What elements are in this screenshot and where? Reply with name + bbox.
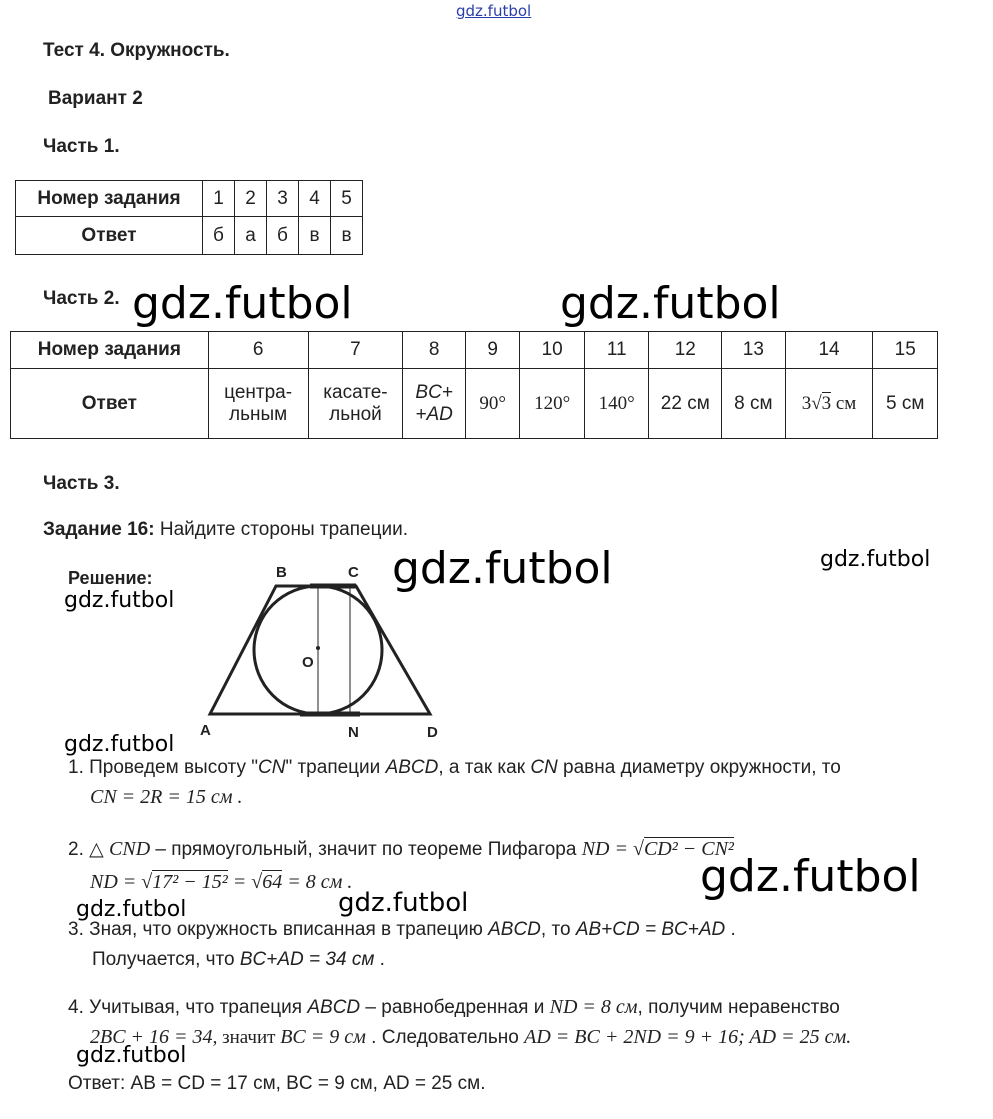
part1-table: [15, 180, 363, 255]
part2-number: 6: [208, 332, 308, 369]
step-var: ND =: [581, 838, 633, 860]
step-var: ND = 8 см: [549, 996, 638, 1018]
step-1: [68, 757, 841, 779]
watermark-large: gdz.futbol: [700, 851, 921, 902]
part1-number: 4: [299, 181, 331, 217]
step-text: равна диаметру окружности, то: [557, 757, 841, 778]
step-2-formula: ND = √17² − 15² = √64 = 8 см .: [90, 871, 353, 893]
part1-number: 3: [267, 181, 299, 217]
part2-answer: 140°: [584, 369, 649, 439]
formula: 2BC + 16 = 34: [90, 1026, 213, 1048]
part2-answer: 22 см: [649, 369, 722, 439]
answer-line: льной: [329, 403, 382, 425]
label-n: N: [348, 724, 359, 741]
part2-answer: [403, 369, 466, 439]
watermark-small: gdz.futbol: [64, 732, 175, 757]
answer-unit: см: [835, 392, 857, 414]
part1-number: 1: [203, 181, 235, 217]
answer-line: центра-: [224, 381, 293, 403]
part1-row-header: Номер задания: [16, 181, 203, 217]
radicand: CD² − CN²: [643, 838, 734, 860]
step-text: .: [374, 949, 385, 970]
part2-number: 7: [308, 332, 403, 369]
watermark-small: gdz.futbol: [820, 547, 931, 572]
step-3: [68, 919, 736, 941]
step-text: Получается, что: [92, 949, 240, 970]
step-text: . Следовательно: [365, 1027, 525, 1048]
step-text: , то: [540, 919, 576, 940]
watermark-top: gdz.futbol: [456, 2, 532, 20]
step-4-line2: [90, 1026, 851, 1049]
label-c: C: [348, 564, 359, 581]
step-var: CND: [109, 838, 151, 860]
part1-answer: б: [203, 217, 235, 255]
label-d: D: [427, 724, 438, 741]
step-var: ABCD: [488, 919, 541, 940]
label-a: A: [200, 722, 211, 739]
trapezoid-shape: [210, 586, 430, 714]
step-text: .: [725, 919, 736, 940]
formula: BC = 9 см: [280, 1026, 366, 1048]
part2-number: 15: [873, 332, 938, 369]
formula: ND =: [90, 871, 142, 893]
task-16: [43, 519, 408, 541]
watermark-small: gdz.futbol: [76, 897, 187, 922]
part1-answer: б: [267, 217, 299, 255]
step-var: BC+AD = 34 см: [239, 949, 375, 970]
part2-number: 9: [465, 332, 519, 369]
part2-answer: [208, 369, 308, 439]
part2-number: 8: [403, 332, 466, 369]
step-text: – прямоугольный, значит по теореме Пифагора: [150, 839, 582, 860]
step-var: ABCD: [385, 757, 439, 778]
center-point: [316, 646, 320, 650]
step-4: [68, 996, 840, 1019]
step-text: , получим неравенство: [637, 997, 840, 1018]
step-text: 2. △: [68, 839, 110, 860]
part2-answer-header: Ответ: [11, 369, 209, 439]
page-title: Тест 4. Окружность.: [43, 40, 230, 61]
step-2: 2. △ CND – прямоугольный, значит по теореме Пифагора ND = √CD² − CN²: [68, 838, 734, 860]
part1-number: 5: [331, 181, 363, 217]
part2-answer: 120°: [520, 369, 585, 439]
part1-number: 2: [235, 181, 267, 217]
variant-label: Вариант 2: [48, 88, 143, 109]
part1-answer: а: [235, 217, 267, 255]
trapezoid-figure: [190, 555, 460, 745]
part2-answer: 5 см: [873, 369, 938, 439]
step-text: 1. Проведем высоту ": [68, 757, 258, 778]
step-text: – равнобедренная и: [360, 997, 550, 1018]
step-text: , а так как: [438, 757, 531, 778]
part2-number: 11: [584, 332, 649, 369]
part2-number: 13: [722, 332, 786, 369]
solution-label: Решение:: [68, 568, 153, 588]
watermark-large: gdz.futbol: [392, 543, 613, 594]
watermark-small: gdz.futbol: [76, 1043, 187, 1068]
radicand: 17² − 15²: [152, 871, 228, 893]
part1-heading: Часть 1.: [43, 136, 120, 157]
part2-answer: 8 см: [722, 369, 786, 439]
watermark-large: gdz.futbol: [132, 278, 353, 329]
watermark-medium: gdz.futbol: [338, 888, 469, 918]
answer-line: касате-: [323, 381, 388, 403]
part2-row-header: Номер задания: [11, 332, 209, 369]
task-text: Найдите стороны трапеции.: [159, 519, 408, 540]
part2-heading: Часть 2.: [43, 288, 120, 309]
step-var: ABCD: [307, 997, 361, 1018]
task-label: Задание 16:: [43, 519, 155, 540]
step-var: CN: [258, 757, 286, 778]
step-1-formula: CN = 2R = 15 см .: [90, 786, 243, 808]
formula: AD = BC + 2ND = 9 + 16; AD = 25 см.: [524, 1026, 852, 1048]
part2-answer: 90°: [465, 369, 519, 439]
formula: = 8 см: [282, 871, 343, 893]
answer-line: BC+: [415, 381, 453, 403]
answer-radicand: 3: [821, 392, 832, 414]
part1-answer: в: [299, 217, 331, 255]
part2-number: 14: [785, 332, 873, 369]
part2-number: 12: [649, 332, 722, 369]
part1-answer: в: [331, 217, 363, 255]
label-b: B: [276, 564, 287, 581]
part1-answer-header: Ответ: [16, 217, 203, 255]
answer-line: +AD: [415, 403, 453, 425]
radicand: 64: [262, 871, 283, 893]
step-3-line2: [92, 949, 385, 971]
step-text: " трапеции: [285, 757, 386, 778]
step-text: 3. Зная, что окружность вписанная в трапецию: [68, 919, 489, 940]
part2-answer: [308, 369, 403, 439]
part2-number: 10: [520, 332, 585, 369]
step-var: AB+CD = BC+AD: [575, 919, 726, 940]
part3-heading: Часть 3.: [43, 473, 120, 494]
formula-text: , значит: [212, 1027, 281, 1048]
formula: =: [227, 871, 252, 893]
answer-line: льным: [229, 403, 288, 425]
label-o: O: [302, 654, 314, 671]
part2-answer: 3√3 см: [785, 369, 873, 439]
formula: CN = 2R = 15 см: [90, 786, 233, 808]
step-var: CN: [530, 757, 558, 778]
answer-coef: 3: [801, 392, 812, 414]
part2-table: [10, 331, 938, 439]
watermark-small: gdz.futbol: [64, 588, 175, 613]
final-answer: Ответ: AB = CD = 17 см, BC = 9 см, AD = 25 см.: [68, 1073, 486, 1094]
watermark-large: gdz.futbol: [560, 278, 781, 329]
step-text: 4. Учитывая, что трапеция: [68, 997, 308, 1018]
